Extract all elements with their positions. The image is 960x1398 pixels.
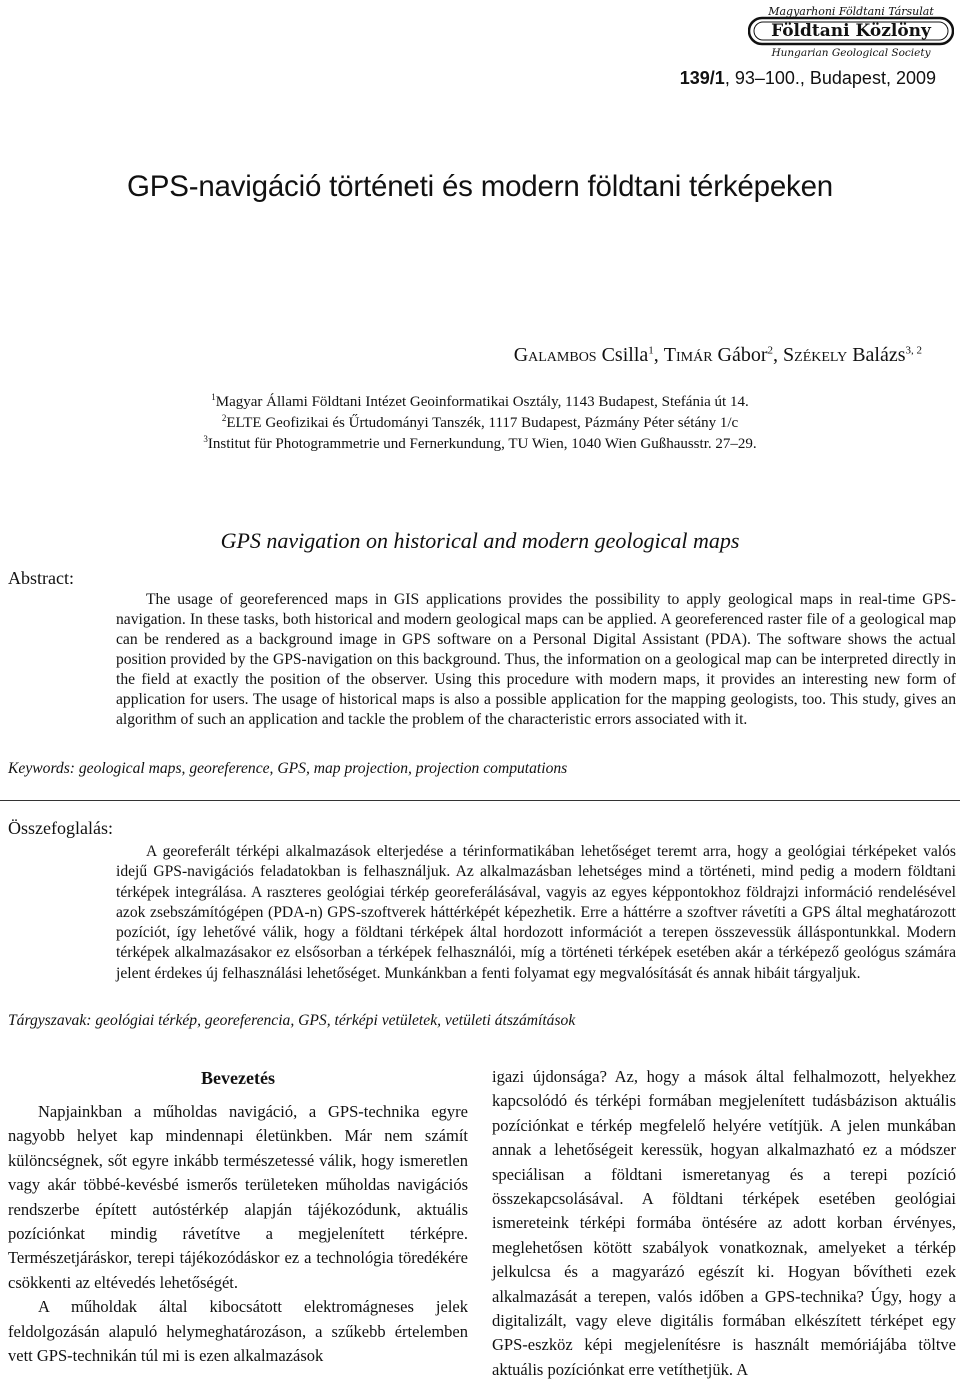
- affiliation-line: [0, 413, 960, 434]
- section-divider: [0, 800, 960, 801]
- section-heading: Bevezetés: [201, 1068, 275, 1088]
- author-given: Gábor: [717, 344, 768, 366]
- intro-left-column: [8, 1100, 468, 1368]
- svg-text:Magyarhoni Földtani Társulat: Magyarhoni Földtani Társulat: [768, 5, 934, 18]
- svg-text:Földtani Közlöny: Földtani Közlöny: [771, 21, 931, 41]
- summary-label: Összefoglalás:: [8, 818, 113, 838]
- article-title: GPS-navigáció történeti és modern földtani térképeken: [127, 170, 833, 203]
- author-surname: Galambos: [513, 344, 597, 366]
- journal-logo: [748, 2, 954, 60]
- summary-text: A georeferált térképi alkalmazások elterjedése a térinformatikában lehetőséget teremt arra, hogy a geológiai térképeket valós idejű GPS-navigációs feladatokban is felhasználjuk. Az alkalmazásban lehetséges mind a történeti, mind pedig a modern földtani térképek integrálása. A raszteres geológiai térkép georeferálásával, vagyis az egyes képpontokhoz földrajzi információ rendelésével azok zsebszámítógépen (PDA-n) GPS-szoftverek háttérképét képezhetik. Erre a háttérre a szoftver rávetíti a GPS által meghatározott pozíciót, így lehetővé válik, hogy a földtani térképek által hordozott információt a terepen összevessük álláspontunkkal. Modern térképek alkalmazásakor ez elsősorban a térképek felhasználói, míg a történeti térképek esetében akár a térképező geológus számára jelent érdekes új felhasználási lehetőséget. Munkánkban a fenti folyamat egy megvalósítását és annak hibáit tárgyaljuk.: [116, 843, 956, 982]
- hungarian-keywords: Tárgyszavak: geológiai térkép, georeferencia, GPS, térképi vetületek, vetületi átszámítások: [8, 1012, 576, 1029]
- author-affiliation-mark: 1: [648, 344, 654, 357]
- affiliation-text: Magyar Állami Földtani Intézet Geoinformatikai Osztály, 1143 Budapest, Stefánia út 14.: [215, 394, 749, 410]
- summary-body: [116, 842, 956, 984]
- affiliation-line: [0, 434, 960, 455]
- intro-paragraph: igazi újdonsága? Az, hogy a mások által felhalmozott, helyekhez kapcsolódó és térképi formában megjelenített tudásbázison aktuális pozíciónkat e térkép megfelelő helyére vetítjük. A jelen munkában annak a lehetőségeit keressük, hogyan alkalmazható ez a módszer speciálisan a földtani ismeretanyag és a terepi pozíció összekapcsolásával. A földtani térképek esetében geológiai ismereteink térképi formába öntésére az adott korban érvényes, meglehetősen kötött szabályok vonatkoznak, amelyeket a térkép jelkulcsa és a magyarázó egészít ki. Hogyan bővítheti ezek alkalmazását a terepen, valós időben a GPS-technika? Úgy, hogy a digitalizált, vagy eleve digitális formában elkészített térképet egy GPS-eszköz képi megjelenítésre is használt memóriájába töltve aktuális pozíciónkat erre vetíthetjük. A: [492, 1067, 956, 1379]
- abstract-body: [116, 590, 956, 730]
- intro-paragraph: A műholdak által kibocsátott elektromágneses jelek feldolgozásán alapuló helymeghatározáson, a szűkebb értelemben vett GPS-technikán túl mi is ezen alkalmazások: [8, 1297, 468, 1366]
- affiliation-number: 2: [221, 413, 227, 423]
- intro-right-column: [492, 1065, 956, 1382]
- author-affiliation-mark: 3, 2: [905, 344, 922, 357]
- affiliation-line: [0, 392, 960, 413]
- svg-text:Hungarian Geological Society: Hungarian Geological Society: [771, 47, 931, 59]
- author-given: Balázs: [852, 344, 906, 366]
- author-surname: Timár: [663, 344, 713, 366]
- author-affiliation-mark: 2: [767, 344, 774, 357]
- author-given: Csilla: [601, 344, 649, 366]
- author-list: Galambos Csilla$^1$, Timár Gábor$^2$, Székely Balázs$^{3, 2}$: [513, 344, 922, 366]
- author-surname: Székely: [783, 344, 848, 366]
- affiliation-number: 3: [203, 434, 208, 444]
- english-title: GPS navigation on historical and modern geological maps: [220, 528, 740, 553]
- keywords-line: Keywords: geological maps, georeference, GPS, map projection, projection computations: [8, 760, 568, 777]
- affiliation-number: 1: [211, 392, 216, 402]
- citation-volume: 139/1: [679, 68, 725, 88]
- affiliation-text: Institut für Photogrammetrie und Fernerkundung, TU Wien, 1040 Wien Gußhausstr. 27–29.: [207, 436, 757, 452]
- journal-citation: [680, 68, 936, 89]
- abstract-text: The usage of georeferenced maps in GIS applications provides the possibility to apply geological maps in real-time GPS-navigation. In these tasks, both historical and modern geological maps can be applied. A georeferenced raster file of a geological map can be rendered as a background image in GPS software on a Personal Digital Assistant (PDA). The software shows the actual position provided by the GPS-navigation on this background. Thus, the information on a geological map can be interpreted directly in the field at exactly the position of the observer. Using this procedure with modern maps, it provides an interesting new form of application for users. The usage of historical maps is also a possible application for the mapping geologists, too. This study, gives an algorithm of such an application and tackle the problem of the characteristic errors associated with it.: [116, 591, 956, 728]
- abstract-label: Abstract:: [8, 568, 74, 588]
- citation-pages-place-year: , 93–100., Budapest, 2009: [724, 68, 936, 88]
- affiliation-text: ELTE Geofizikai és Űrtudományi Tanszék, 1117 Budapest, Pázmány Péter sétány 1/c: [226, 415, 739, 431]
- intro-paragraph: Napjainkban a műholdas navigáció, a GPS-technika egyre nagyobb helyet kap mindennapi életünkben. Már nem számít különcségnek, sőt egyre inkább természetessé válik, hogy ismeretlen vagy akár többé-kevésbé ismerős területeken műholdas navigációs rendszerbe épített autóstérkép alapján tájékozódunk, aktuális pozíciónkat mindig rávetítve a megjelenített térképre. Természetjáráskor, terepi tájékozódáskor ez a technológia töredékére csökkenti az eltévedés lehetőségét.: [8, 1102, 468, 1292]
